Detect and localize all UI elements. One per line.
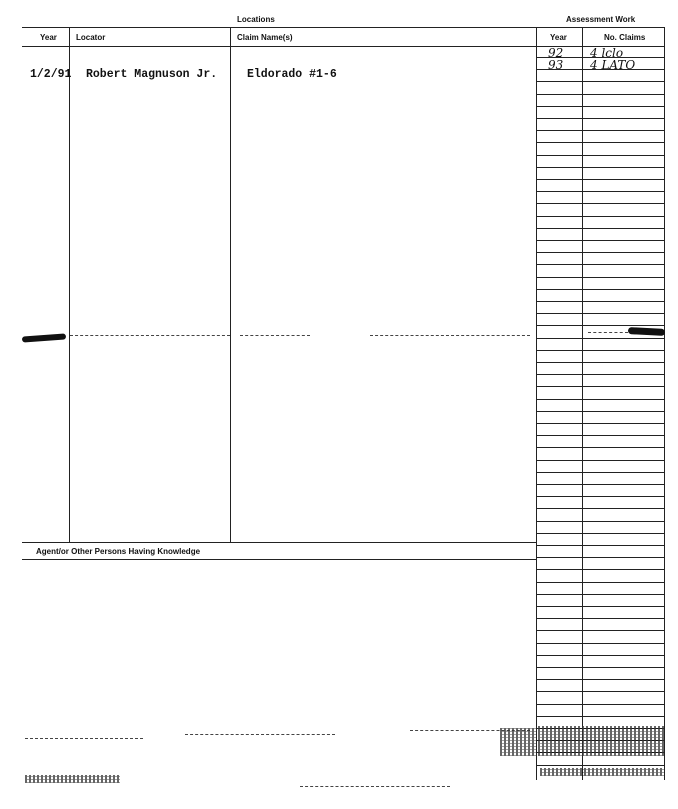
- assessment-row-rule: [536, 289, 664, 290]
- claim-names-column-header: Claim Name(s): [237, 33, 293, 42]
- assessment-row-rule: [536, 630, 664, 631]
- assessment-row-rule: [536, 57, 664, 58]
- locator-column-header: Locator: [76, 33, 106, 42]
- assessment-row-rule: [536, 277, 664, 278]
- assessment-row-rule: [536, 716, 664, 717]
- bottom-dash-2: [185, 734, 335, 735]
- assessment-row-rule: [536, 167, 664, 168]
- assessment-row-rule: [536, 240, 664, 241]
- assessment-row-rule: [536, 399, 664, 400]
- assessment-row-rule: [536, 447, 664, 448]
- assessment-row-rule: [536, 594, 664, 595]
- assessment-row-rule: [536, 301, 664, 302]
- assessment-row-rule: [536, 374, 664, 375]
- assessment-row-rule: [536, 203, 664, 204]
- assessment-row-rule: [536, 435, 664, 436]
- assessment-row-rule: [536, 106, 664, 107]
- assessment-row-rule: [536, 338, 664, 339]
- assessment-row-rule: [536, 691, 664, 692]
- divider-locator-claims: [230, 27, 231, 542]
- assessment-row-rule: [536, 484, 664, 485]
- fold-line-right: [370, 335, 530, 336]
- assessment-row-rule: [536, 362, 664, 363]
- locations-header: Locations: [237, 15, 275, 24]
- assessment-row-rule: [536, 508, 664, 509]
- assessment-row-rule: [536, 423, 664, 424]
- header-bottom-rule: [22, 46, 665, 47]
- scan-noise-bottom-left: [25, 775, 120, 783]
- assessment-row-rule: [536, 704, 664, 705]
- aw-entry-1-year: 92: [548, 46, 564, 60]
- assessment-row-rule: [536, 142, 664, 143]
- aw-entry-1-claims: 4 lclo: [590, 46, 624, 60]
- assessment-row-rule: [536, 118, 664, 119]
- assessment-row-rule: [536, 94, 664, 95]
- assessment-row-rule: [536, 191, 664, 192]
- assessment-row-rule: [536, 618, 664, 619]
- assessment-row-rule: [536, 606, 664, 607]
- assessment-row-rule: [536, 679, 664, 680]
- right-ink-smudge: [628, 327, 665, 336]
- assessment-row-rule: [536, 655, 664, 656]
- aw-entry-2-year: 93: [548, 58, 564, 72]
- no-claims-column-header: No. Claims: [604, 33, 646, 42]
- assessment-row-rule: [536, 460, 664, 461]
- assessment-row-rule: [536, 228, 664, 229]
- aw-year-column-header: Year: [550, 33, 567, 42]
- aw-entry-2-claims: 4 LATO: [590, 58, 636, 72]
- header-top-rule: [22, 27, 665, 28]
- assessment-row-rule: [536, 569, 664, 570]
- assessment-row-rule: [536, 643, 664, 644]
- assessment-row-rule: [536, 216, 664, 217]
- divider-year-locator: [69, 27, 70, 542]
- assessment-row-rule: [536, 325, 664, 326]
- assessment-row-rule: [536, 69, 664, 70]
- assessment-row-rule: [536, 130, 664, 131]
- fold-line-aw: [588, 332, 628, 333]
- assessment-row-rule: [536, 81, 664, 82]
- assessment-row-rule: [536, 472, 664, 473]
- year-column-header: Year: [40, 33, 57, 42]
- assessment-row-rule: [536, 313, 664, 314]
- scan-noise-assessment: [538, 726, 664, 756]
- assessment-row-rule: [536, 582, 664, 583]
- assessment-row-rule: [536, 155, 664, 156]
- assessment-row-rule: [536, 545, 664, 546]
- assessment-work-header: Assessment Work: [566, 15, 636, 24]
- scan-noise-bottom-right: [540, 768, 664, 776]
- assessment-row-rule: [536, 533, 664, 534]
- assessment-row-rule: [536, 179, 664, 180]
- assessment-row-rule: [536, 765, 664, 766]
- fold-line-mid: [240, 335, 310, 336]
- left-ink-smudge: [22, 333, 66, 342]
- bottom-dash-4: [300, 786, 450, 787]
- assessment-row-rule: [536, 350, 664, 351]
- entry-locator: Robert Magnuson Jr.: [86, 68, 218, 81]
- entry-claim-names: Eldorado #1-6: [247, 68, 337, 81]
- assessment-row-rule: [536, 252, 664, 253]
- entry-year: 1/2/91: [30, 68, 72, 81]
- assessment-row-rule: [536, 496, 664, 497]
- agent-section-header: Agent/or Other Persons Having Knowledge: [36, 547, 201, 556]
- bottom-dash-1: [25, 738, 143, 739]
- assessment-right-edge: [664, 27, 665, 780]
- assessment-row-rule: [536, 264, 664, 265]
- assessment-row-rule: [536, 386, 664, 387]
- assessment-row-rule: [536, 521, 664, 522]
- agent-header-rule: [22, 559, 536, 560]
- assessment-row-rule: [536, 667, 664, 668]
- locations-box-bottom: [22, 542, 536, 543]
- assessment-row-rule: [536, 411, 664, 412]
- assessment-row-rule: [536, 557, 664, 558]
- fold-line-left: [70, 335, 230, 336]
- scan-noise-center: [500, 728, 536, 756]
